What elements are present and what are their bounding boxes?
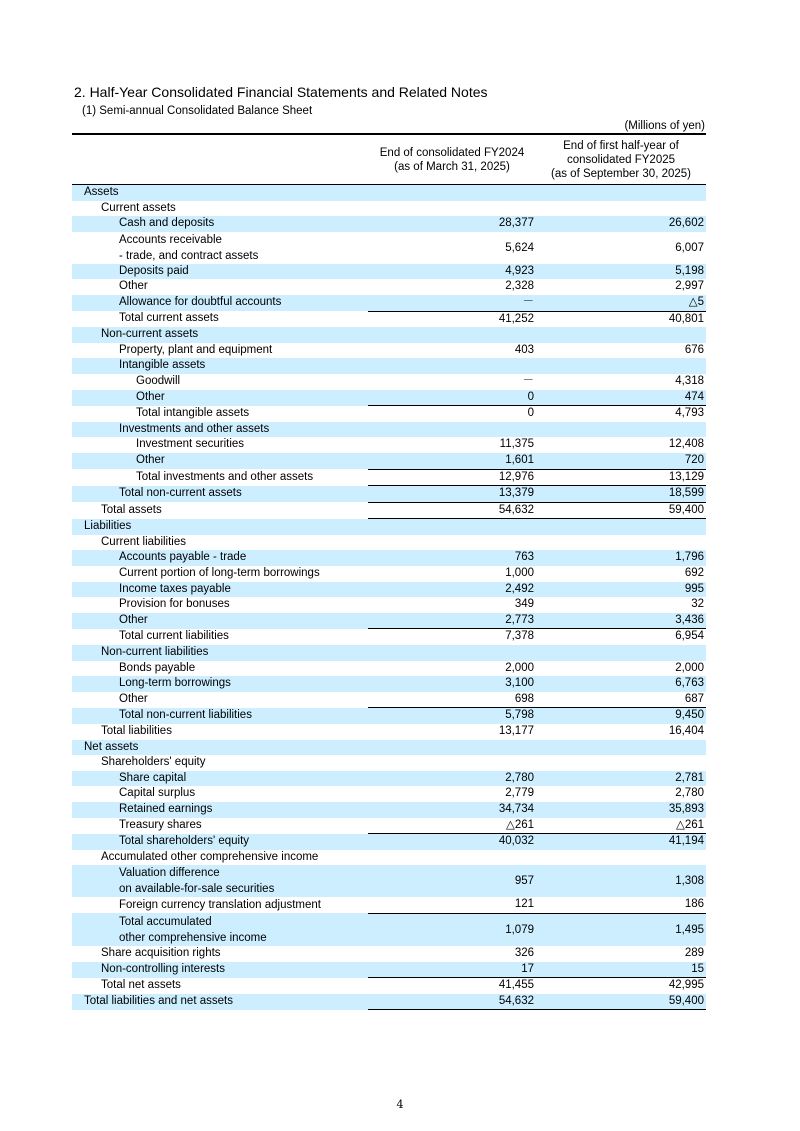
table-row bbox=[72, 279, 706, 295]
prior-value: 41,252 bbox=[498, 312, 534, 325]
table-row bbox=[72, 597, 706, 613]
table-row bbox=[72, 502, 706, 519]
row-label: Cash and deposits bbox=[72, 216, 368, 232]
row-label: Shareholders' equity bbox=[101, 756, 206, 769]
prior-value bbox=[368, 185, 536, 201]
table-row bbox=[72, 946, 706, 962]
row-label: Foreign currency translation adjustment bbox=[119, 898, 321, 911]
prior-value: 0 bbox=[368, 390, 536, 406]
page-number: 4 bbox=[396, 1098, 404, 1111]
current-value: 13,129 bbox=[668, 470, 704, 483]
current-value: 42,995 bbox=[668, 979, 704, 992]
current-period-header: End of first half-year of consolidated FY2025 (as of September 30, 2025) bbox=[536, 135, 706, 185]
row-label: Share capital bbox=[72, 771, 368, 787]
prior-value: 13,177 bbox=[498, 725, 534, 737]
table-row bbox=[72, 613, 706, 629]
section-subheading: (1) Semi-annual Consolidated Balance Sheet bbox=[82, 105, 313, 117]
row-label: Share acquisition rights bbox=[101, 946, 221, 959]
row-label: Current assets bbox=[101, 201, 176, 214]
row-label: Allowance for doubtful accounts bbox=[72, 295, 368, 311]
current-value: 1,308 bbox=[536, 865, 706, 897]
prior-value: 326 bbox=[514, 946, 534, 959]
table-row bbox=[72, 692, 706, 708]
prior-value: 698 bbox=[368, 692, 536, 708]
current-value: 32 bbox=[691, 598, 704, 611]
current-value: 289 bbox=[684, 946, 704, 959]
table-row bbox=[72, 295, 706, 311]
prior-value bbox=[368, 358, 536, 374]
prior-value: 2,328 bbox=[505, 280, 534, 293]
prior-value: 2,000 bbox=[505, 661, 534, 674]
row-label: Total non-current assets bbox=[72, 486, 368, 503]
current-value bbox=[536, 755, 706, 771]
current-value: 4,793 bbox=[675, 407, 704, 420]
row-label: Total assets bbox=[101, 503, 162, 516]
table-row bbox=[72, 437, 706, 453]
current-value: 692 bbox=[684, 567, 704, 580]
table-row bbox=[72, 453, 706, 469]
table-row bbox=[72, 786, 706, 802]
prior-value bbox=[368, 519, 536, 535]
row-label: Assets bbox=[72, 185, 368, 201]
prior-value: 0 bbox=[527, 407, 534, 420]
row-label: Investment securities bbox=[136, 438, 245, 451]
row-label: Treasury shares bbox=[119, 818, 202, 831]
prior-value bbox=[368, 645, 536, 661]
row-label: Other bbox=[119, 280, 148, 293]
row-label: Accounts payable - trade bbox=[72, 550, 368, 566]
prior-value: 7,378 bbox=[505, 630, 534, 643]
current-value bbox=[536, 327, 706, 343]
table-row bbox=[72, 343, 706, 359]
prior-value: 2,779 bbox=[505, 787, 534, 800]
row-label: Investments and other assets bbox=[72, 422, 368, 438]
prior-value: 2,780 bbox=[368, 771, 536, 787]
table-row bbox=[72, 850, 706, 866]
prior-value: 763 bbox=[368, 550, 536, 566]
row-label: Income taxes payable bbox=[72, 582, 368, 598]
current-value bbox=[536, 185, 706, 201]
table-row bbox=[72, 962, 706, 978]
row-label: Total investments and other assets bbox=[136, 470, 314, 483]
row-label: Total net assets bbox=[101, 978, 181, 991]
prior-value: 3,100 bbox=[368, 676, 536, 692]
table-row bbox=[72, 724, 706, 740]
row-label: Provision for bonuses bbox=[119, 598, 230, 611]
current-value bbox=[536, 645, 706, 661]
prior-value: 54,632 bbox=[368, 994, 536, 1010]
row-label: Deposits paid bbox=[72, 264, 368, 280]
table-row bbox=[72, 327, 706, 343]
table-row bbox=[72, 676, 706, 692]
row-label: Accounts receivable - trade, and contract assets bbox=[119, 233, 259, 262]
table-row bbox=[72, 994, 706, 1010]
current-value: △5 bbox=[536, 295, 706, 311]
current-value: 1,495 bbox=[536, 913, 706, 946]
current-value: 2,780 bbox=[675, 787, 704, 800]
row-label: Non-current assets bbox=[72, 327, 368, 343]
table-row bbox=[72, 802, 706, 818]
row-label: Liabilities bbox=[72, 519, 368, 535]
prior-value: 2,773 bbox=[368, 613, 536, 629]
row-label: Total current assets bbox=[119, 312, 219, 325]
row-label: Current liabilities bbox=[101, 535, 187, 548]
row-label: Total accumulated other comprehensive income bbox=[72, 913, 368, 946]
prior-value: △261 bbox=[368, 818, 536, 834]
table-row bbox=[72, 390, 706, 406]
current-value bbox=[536, 422, 706, 438]
prior-value: 349 bbox=[514, 598, 534, 611]
prior-value: 41,455 bbox=[498, 979, 534, 992]
current-value bbox=[536, 740, 706, 756]
current-value: 474 bbox=[536, 390, 706, 406]
prior-value bbox=[368, 535, 536, 551]
table-row bbox=[72, 661, 706, 677]
row-label: Capital surplus bbox=[119, 787, 196, 800]
row-label: Other bbox=[119, 693, 148, 706]
prior-value: 17 bbox=[368, 962, 536, 978]
row-label: Total shareholders' equity bbox=[72, 834, 368, 850]
table-row bbox=[72, 740, 706, 756]
row-label: Non-controlling interests bbox=[72, 962, 368, 978]
prior-value: 11,375 bbox=[499, 438, 534, 451]
row-label: Total liabilities bbox=[101, 725, 172, 737]
prior-value: 54,632 bbox=[368, 502, 536, 519]
table-row bbox=[72, 566, 706, 582]
row-label: Goodwill bbox=[136, 374, 181, 387]
current-value: 9,450 bbox=[536, 708, 706, 724]
row-label: Total non-current liabilities bbox=[72, 708, 368, 724]
table-row bbox=[72, 311, 706, 327]
current-value: 676 bbox=[684, 343, 704, 356]
section-heading: 2. Half-Year Consolidated Financial Statements and Related Notes bbox=[74, 84, 488, 100]
current-value: 2,781 bbox=[536, 771, 706, 787]
current-value: 3,436 bbox=[536, 613, 706, 629]
prior-value: 5,798 bbox=[368, 708, 536, 724]
prior-value: 4,923 bbox=[368, 264, 536, 280]
prior-value: 403 bbox=[514, 343, 534, 356]
row-label: Total liabilities and net assets bbox=[72, 994, 368, 1010]
row-label: Accumulated other comprehensive income bbox=[101, 850, 319, 863]
prior-value: － bbox=[368, 295, 536, 311]
prior-value bbox=[368, 755, 536, 771]
current-value: 35,893 bbox=[536, 802, 706, 818]
table-row bbox=[72, 645, 706, 661]
table-row bbox=[72, 755, 706, 771]
current-value: 5,198 bbox=[536, 264, 706, 280]
prior-value: 28,377 bbox=[368, 216, 536, 232]
row-label: Other bbox=[72, 453, 368, 469]
row-label: Valuation difference on available-for-sale securities bbox=[72, 865, 368, 897]
table-row bbox=[72, 232, 706, 264]
row-label: Other bbox=[72, 613, 368, 629]
current-value: 186 bbox=[536, 897, 706, 913]
prior-value: 5,624 bbox=[505, 241, 534, 254]
current-value: 59,400 bbox=[536, 502, 706, 519]
prior-value: 957 bbox=[368, 865, 536, 897]
current-value: 26,602 bbox=[536, 216, 706, 232]
current-value: 41,194 bbox=[536, 834, 706, 850]
balance-sheet-body bbox=[72, 185, 706, 1010]
current-value bbox=[536, 358, 706, 374]
table-row bbox=[72, 185, 706, 201]
current-value: 15 bbox=[536, 962, 706, 978]
table-row bbox=[72, 201, 706, 217]
current-value: 6,007 bbox=[675, 241, 704, 254]
current-value: 995 bbox=[536, 582, 706, 598]
prior-value bbox=[368, 201, 536, 217]
prior-value bbox=[368, 850, 536, 866]
prior-value bbox=[368, 740, 536, 756]
table-row bbox=[72, 708, 706, 724]
table-row bbox=[72, 978, 706, 994]
row-label: Net assets bbox=[72, 740, 368, 756]
prior-value: 1,079 bbox=[368, 913, 536, 946]
current-value: 4,318 bbox=[675, 374, 704, 387]
current-value: 2,997 bbox=[675, 280, 704, 293]
current-value: 18,599 bbox=[536, 486, 706, 503]
row-label: Property, plant and equipment bbox=[119, 343, 273, 356]
table-row bbox=[72, 913, 706, 946]
table-row bbox=[72, 469, 706, 486]
prior-value: 1,000 bbox=[505, 567, 534, 580]
row-label: Other bbox=[72, 390, 368, 406]
balance-sheet-table bbox=[72, 133, 706, 1010]
current-value: 40,801 bbox=[668, 312, 704, 325]
prior-period-header: End of consolidated FY2024 (as of March 31, 2025) bbox=[368, 135, 536, 185]
prior-value: － bbox=[522, 374, 534, 387]
current-value bbox=[536, 201, 706, 217]
table-row bbox=[72, 264, 706, 280]
row-label: Total current liabilities bbox=[119, 630, 229, 643]
prior-value: 40,032 bbox=[368, 834, 536, 850]
table-row bbox=[72, 406, 706, 422]
table-row bbox=[72, 865, 706, 897]
table-row bbox=[72, 771, 706, 787]
table-row bbox=[72, 422, 706, 438]
row-label: Bonds payable bbox=[119, 661, 196, 674]
current-value: 12,408 bbox=[668, 438, 704, 451]
table-row bbox=[72, 535, 706, 551]
prior-value: 1,601 bbox=[368, 453, 536, 469]
current-value: 1,796 bbox=[536, 550, 706, 566]
current-value: 687 bbox=[536, 692, 706, 708]
table-row bbox=[72, 358, 706, 374]
table-row bbox=[72, 582, 706, 598]
current-value: 16,404 bbox=[668, 725, 704, 737]
current-value: 720 bbox=[536, 453, 706, 469]
current-value: 2,000 bbox=[675, 661, 704, 674]
row-label: Total intangible assets bbox=[136, 406, 250, 419]
table-row bbox=[72, 486, 706, 503]
prior-value: 12,976 bbox=[498, 470, 534, 483]
current-value bbox=[536, 850, 706, 866]
current-value: 6,954 bbox=[675, 630, 704, 643]
prior-value bbox=[368, 327, 536, 343]
row-label: Non-current liabilities bbox=[72, 645, 368, 661]
row-label: Current portion of long-term borrowings bbox=[119, 567, 320, 580]
label-column-header bbox=[72, 135, 368, 185]
current-value: △261 bbox=[536, 818, 706, 834]
row-label: Long-term borrowings bbox=[72, 676, 368, 692]
prior-value: 13,379 bbox=[368, 486, 536, 503]
current-value bbox=[536, 519, 706, 535]
current-value: 59,400 bbox=[536, 994, 706, 1010]
unit-note: (Millions of yen) bbox=[624, 120, 705, 132]
row-label: Intangible assets bbox=[72, 358, 368, 374]
prior-value: 121 bbox=[368, 897, 536, 913]
table-row bbox=[72, 216, 706, 232]
table-row bbox=[72, 374, 706, 390]
current-value bbox=[536, 535, 706, 551]
table-row bbox=[72, 519, 706, 535]
prior-value: 2,492 bbox=[368, 582, 536, 598]
current-value: 6,763 bbox=[536, 676, 706, 692]
prior-value bbox=[368, 422, 536, 438]
prior-value: 34,734 bbox=[368, 802, 536, 818]
table-row bbox=[72, 834, 706, 850]
table-row bbox=[72, 897, 706, 913]
table-row bbox=[72, 818, 706, 834]
table-row bbox=[72, 550, 706, 566]
table-row bbox=[72, 629, 706, 645]
row-label: Retained earnings bbox=[72, 802, 368, 818]
